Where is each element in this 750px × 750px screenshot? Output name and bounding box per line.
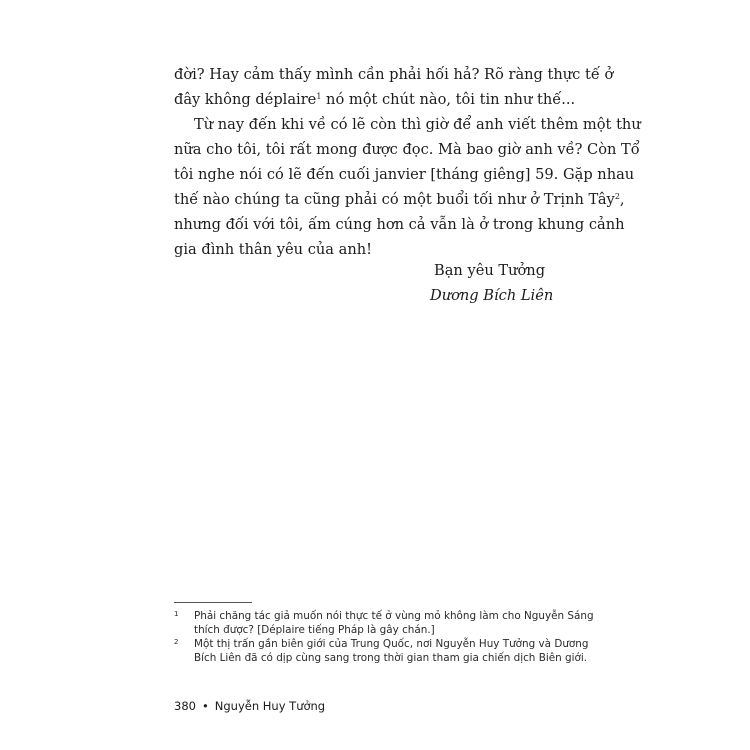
signature-name: Dương Bích Liên <box>430 287 554 304</box>
footnote-mark: 2 <box>174 638 179 646</box>
letter-signature <box>430 258 554 308</box>
body-line: Từ nay đến khi về có lẽ còn thì giờ để anh viết thêm một thư <box>194 116 641 133</box>
footnote-mark: 1 <box>174 610 179 618</box>
footer-separator: • <box>201 699 209 713</box>
body-line: đời? Hay cảm thấy mình cần phải hối hả? Rõ ràng thực tế ở <box>174 66 614 83</box>
body-text <box>174 62 641 262</box>
footnote-line: Một thị trấn gần biên giới của Trung Quốc, nơi Nguyễn Huy Tưởng và Dương <box>194 638 589 650</box>
footer-author: Nguyễn Huy Tưởng <box>214 699 326 713</box>
footnote-divider <box>174 602 252 603</box>
footnote-line: Bích Liên đã có dịp cùng sang trong thời gian tham gia chiến dịch Biên giới. <box>194 652 588 664</box>
footnote-ref[interactable]: 1 <box>316 92 322 101</box>
footnote-line: thích được? [Déplaire tiếng Pháp là gây chán.] <box>194 624 435 636</box>
body-line: gia đình thân yêu của anh! <box>174 241 372 258</box>
footnote <box>174 637 589 665</box>
page-number: 380 <box>174 699 196 713</box>
body-line: đây không déplaire$^1$ nó một chút nào, tôi tin như thế... <box>174 91 576 108</box>
body-line: nữa cho tôi, tôi rất mong được đọc. Mà bao giờ anh về? Còn Tổ <box>174 141 640 158</box>
footnote <box>174 609 594 637</box>
running-footer <box>174 699 325 713</box>
body-line: nhưng đối với tôi, ấm cúng hơn cả vẫn là ở trong khung cảnh <box>174 216 625 233</box>
body-line: thế nào chúng ta cũng phải có một buổi tối như ở Trịnh Tây$^2$, <box>174 191 625 208</box>
footnote-ref[interactable]: 2 <box>614 192 620 201</box>
body-line: tôi nghe nói có lẽ đến cuối janvier [tháng giêng] 59. Gặp nhau <box>174 166 635 183</box>
footnotes <box>174 609 594 665</box>
footnote-line: Phải chăng tác giả muốn nói thực tế ở vùng mỏ không làm cho Nguyễn Sáng <box>194 610 594 622</box>
signature-closing: Bạn yêu Tưởng <box>434 262 546 279</box>
